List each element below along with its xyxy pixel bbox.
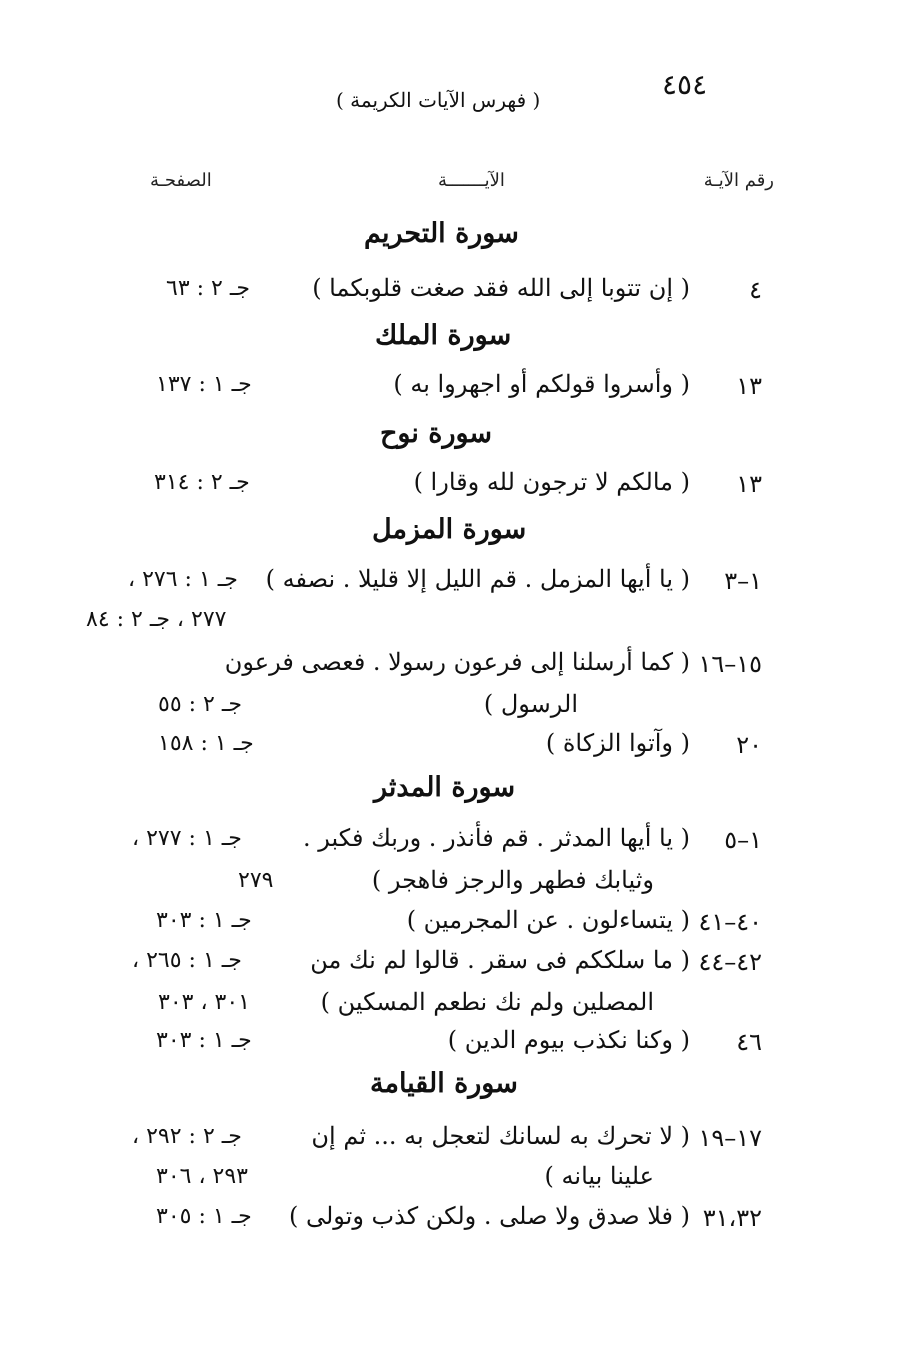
verse-text-continued: وثيابك فطهر والرجز فاهجر ): [371, 866, 654, 894]
verse-number: ١٣: [736, 372, 762, 400]
verse-text: ( يتساءلون . عن المجرمين ): [406, 906, 690, 934]
verse-text: ( ما سلككم فى سقر . قالوا لم نك من: [310, 946, 690, 974]
verse-number: ٢٠: [736, 731, 762, 759]
verse-number: ٤٢–٤٤: [698, 948, 762, 976]
page-reference: جـ ١ : ٢٧٦ ،: [128, 567, 238, 592]
verse-number: ٤٠–٤١: [698, 908, 762, 936]
verse-text: ( يا أيها المدثر . قم فأنذر . وربك فكبر .: [302, 824, 690, 852]
page-reference: جـ ٢ : ٢٩٢ ،: [132, 1124, 242, 1149]
verse-text-continued: علينا بيانه ): [544, 1162, 654, 1190]
surah-heading: سورة نوح: [380, 418, 493, 449]
page-reference-continued: ٣٠١ ، ٣٠٣: [158, 990, 250, 1015]
verse-number: ١٣: [736, 470, 762, 498]
page-reference: جـ ١ : ٣٠٣: [156, 1028, 252, 1053]
page-reference: جـ ١ : ٣٠٣: [156, 908, 252, 933]
page-reference: جـ ١ : ١٣٧: [156, 372, 252, 397]
surah-heading: سورة القيامة: [370, 1068, 518, 1099]
column-header-page: الصفحـة: [150, 170, 212, 191]
verse-text: ( لا تحرك به لسانك لتعجل به ... ثم إن: [311, 1122, 690, 1150]
running-title: ( فهرس الآيات الكريمة ): [336, 88, 541, 112]
surah-heading: سورة المدثر: [374, 772, 516, 803]
verse-text: ( إن تتوبا إلى الله فقد صغت قلوبكما ): [312, 274, 690, 302]
page-reference: جـ ١ : ٢٦٥ ،: [132, 948, 242, 973]
column-header-verse-number: رقم الآيـة: [703, 170, 774, 191]
page-reference: جـ ١ : ٣٠٥: [156, 1204, 252, 1229]
page-reference: جـ ٢ : ٥٥: [158, 692, 242, 717]
page-reference-continued: ٢٩٣ ، ٣٠٦: [156, 1164, 248, 1189]
verse-text: ( كما أرسلنا إلى فرعون رسولا . فعصى فرعون: [224, 648, 690, 676]
verse-number: ٣١،٣٢: [702, 1204, 762, 1232]
verse-number: ٤٦: [736, 1028, 762, 1056]
verse-number: ١–٣: [724, 567, 762, 595]
column-header-verse: الآيـــــــة: [438, 170, 505, 191]
verse-number: ١٥–١٦: [698, 650, 762, 678]
page-reference: جـ ٢ : ٦٣: [166, 276, 250, 301]
page-reference-continued: ٢٧٩: [238, 868, 274, 893]
page-reference: جـ ١ : ٢٧٧ ،: [132, 826, 242, 851]
page-reference: جـ ١ : ١٥٨: [158, 731, 254, 756]
surah-heading: سورة المزمل: [372, 514, 527, 545]
page-reference-continued: ٢٧٧ ، جـ ٢ : ٨٤: [86, 607, 227, 632]
verse-number: ١٧–١٩: [698, 1124, 762, 1152]
verse-number: ١–٥: [724, 826, 762, 854]
surah-heading: سورة الملك: [375, 320, 512, 351]
page-reference: جـ ٢ : ٣١٤: [154, 470, 250, 495]
page-number: ٤٥٤: [662, 68, 708, 101]
verse-text: ( فلا صدق ولا صلى . ولكن كذب وتولى ): [288, 1202, 690, 1230]
verse-text: ( يا أيها المزمل . قم الليل إلا قليلا . نصفه ): [265, 565, 690, 593]
verse-text-continued: المصلين ولم نك نطعم المسكين ): [320, 988, 654, 1016]
verse-number: ٤: [749, 276, 762, 304]
verse-text: ( وأسروا قولكم أو اجهروا به ): [393, 370, 690, 398]
verse-text: ( مالكم لا ترجون لله وقارا ): [413, 468, 690, 496]
verse-text: ( وآتوا الزكاة ): [545, 729, 690, 757]
surah-heading: سورة التحريم: [364, 218, 519, 249]
verse-text-continued: الرسول ): [483, 690, 578, 718]
verse-text: ( وكنا نكذب بيوم الدين ): [447, 1026, 690, 1054]
